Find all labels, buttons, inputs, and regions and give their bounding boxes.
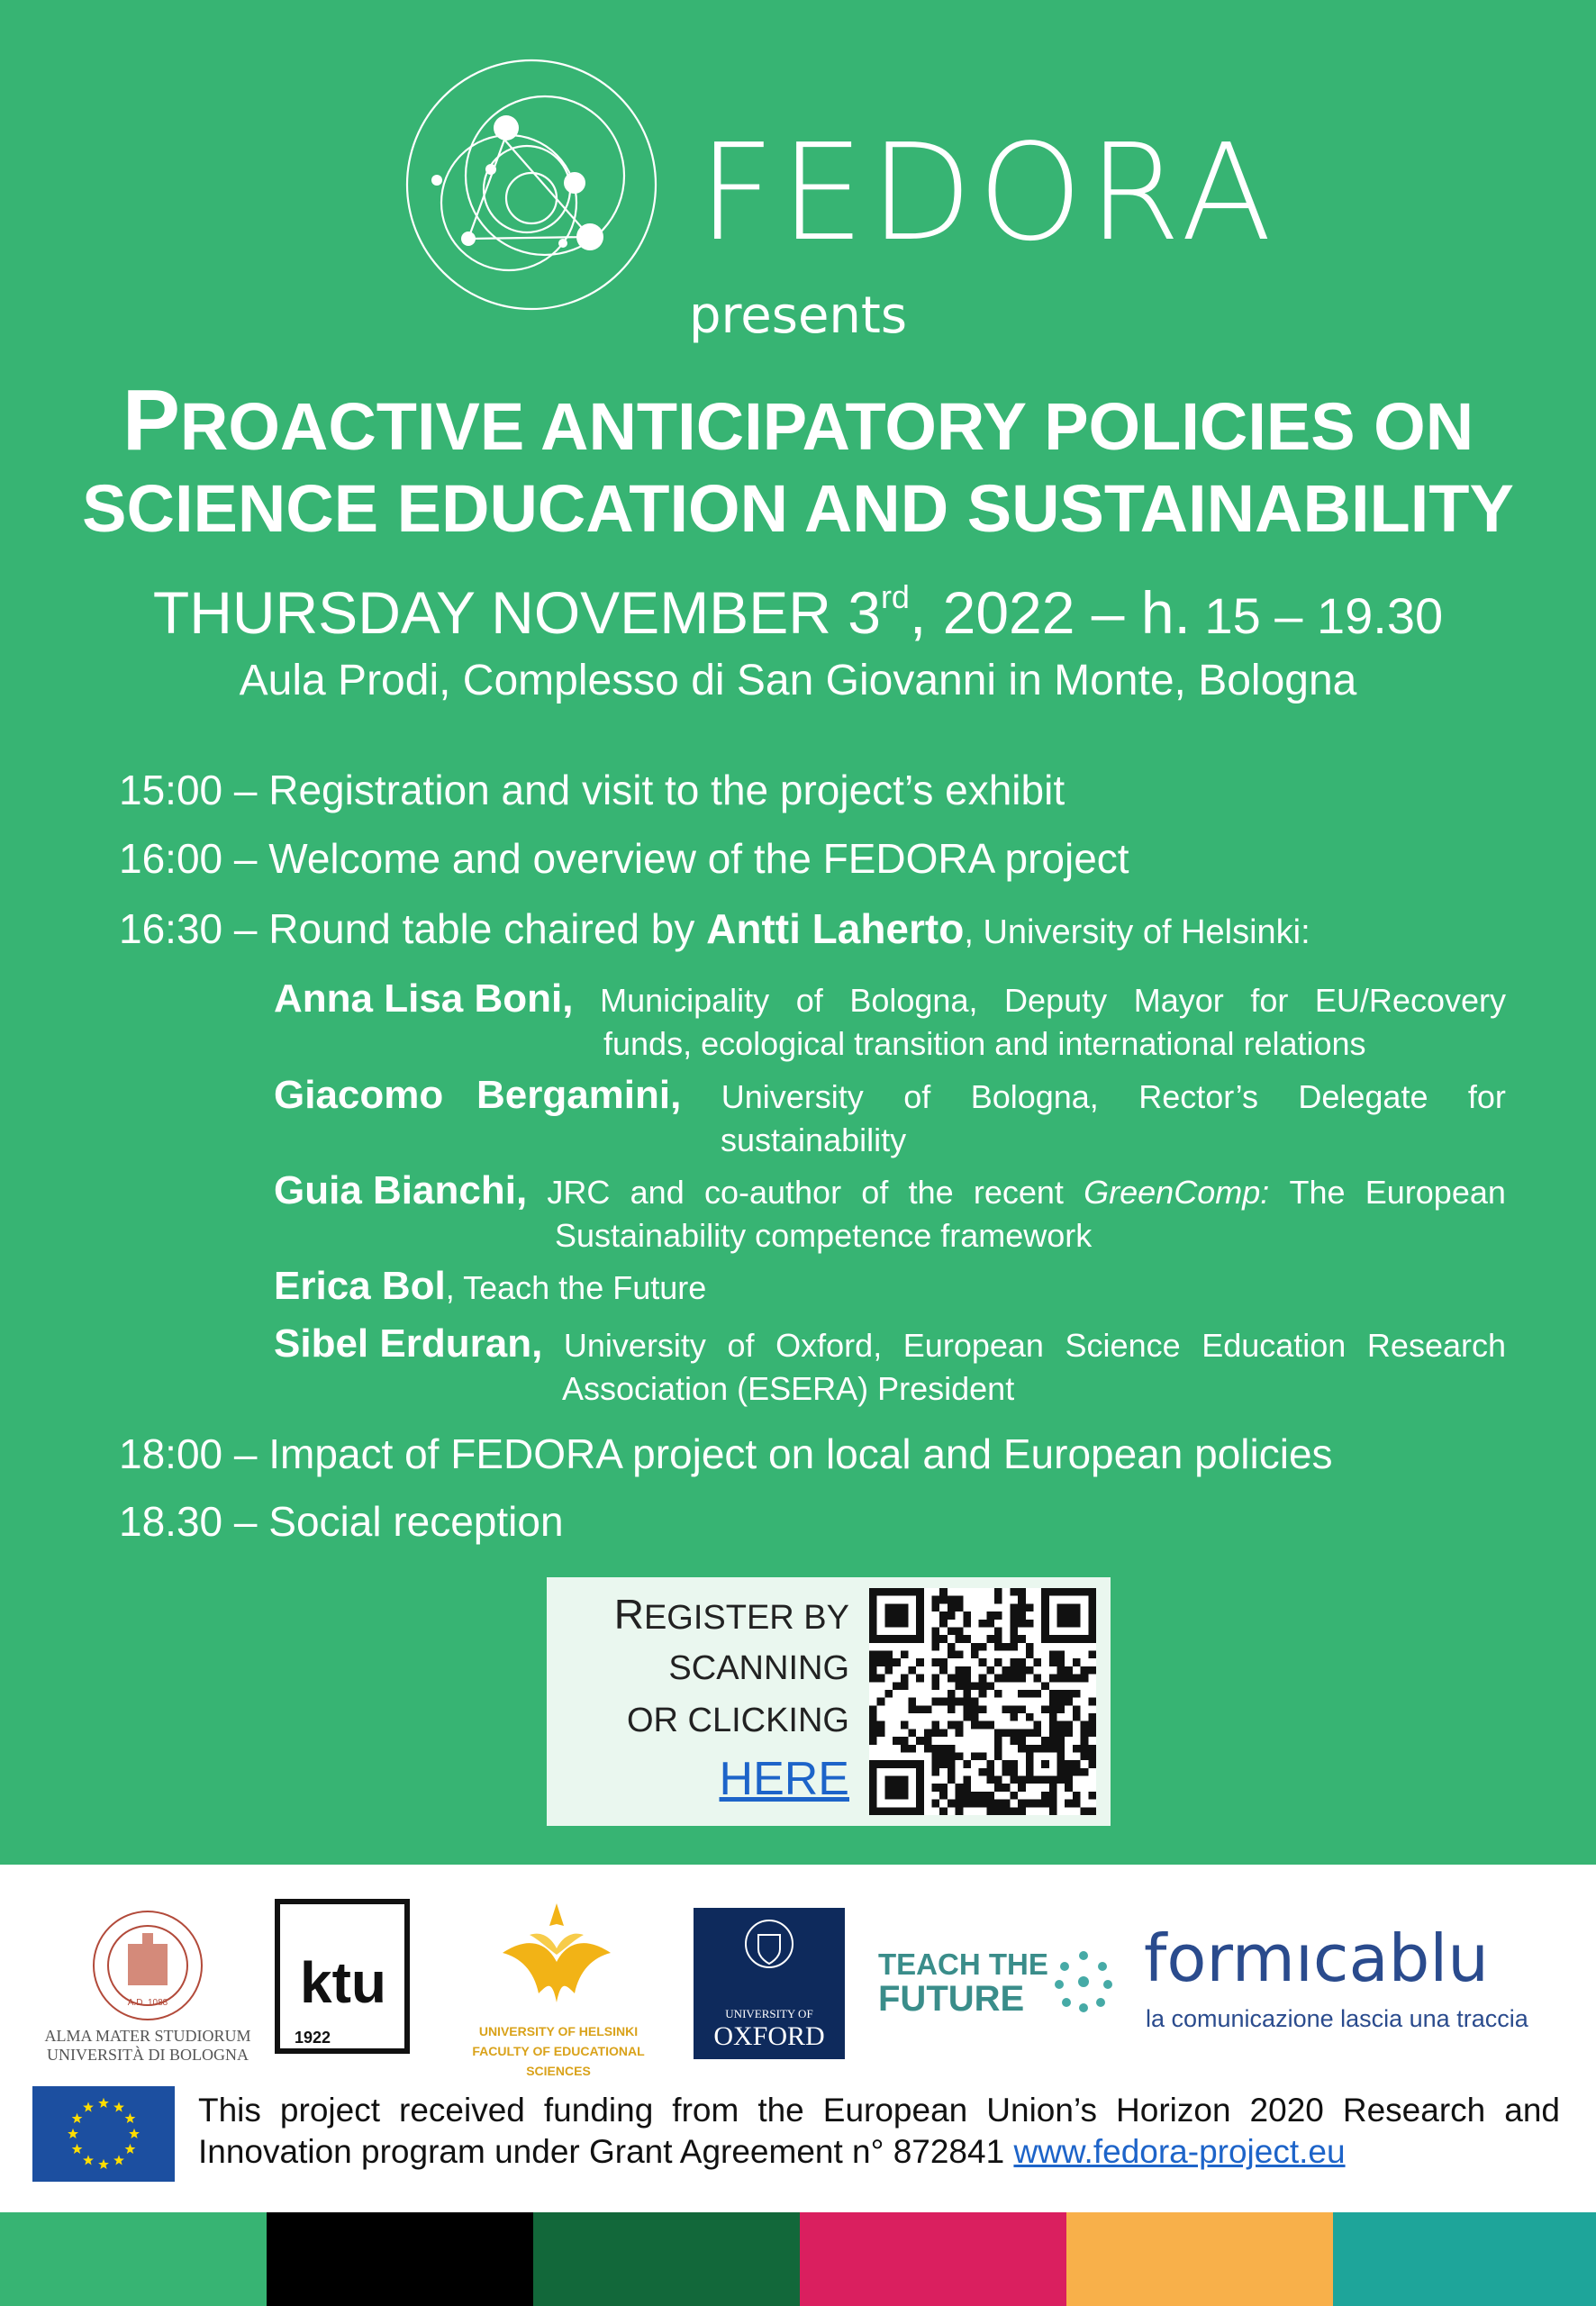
- speaker-name: Sibel Erduran,: [274, 1321, 543, 1366]
- teach-the-future-dots-icon: [1054, 1950, 1113, 2013]
- stripe-pink: [800, 2212, 1066, 2306]
- register-line2: SCANNING: [668, 1649, 849, 1687]
- title-line1-rest: ROACTIVE ANTICIPATORY POLICIES ON: [179, 389, 1474, 464]
- speaker-bianchi: Guia Bianchi, JRC and co-author of the recent GreenComp: The European Sustainability competence framework: [274, 1169, 1506, 1257]
- ktu-logo: ktu 1922: [275, 1899, 410, 2054]
- register-link[interactable]: HERE: [719, 1753, 849, 1805]
- teach-the-future-logo-text: TEACH THE FUTURE: [878, 1947, 1048, 2019]
- round-table-affiliation: , University of Helsinki:: [964, 913, 1310, 951]
- brand-name: FEDORA: [698, 115, 1278, 270]
- date-year: , 2022 – h.: [909, 579, 1191, 646]
- agenda-item-round-table: [119, 904, 1310, 953]
- stripe-orange: [1066, 2212, 1333, 2306]
- presents-text: presents: [688, 286, 908, 345]
- speaker-name: Giacomo Bergamini,: [274, 1073, 682, 1117]
- speaker-role-cont: sustainability: [721, 1121, 907, 1158]
- speaker-role-cont: Sustainability competence framework: [555, 1217, 1093, 1254]
- project-website-link[interactable]: www.fedora-project.eu: [1013, 2133, 1346, 2170]
- speaker-name: Guia Bianchi,: [274, 1168, 528, 1212]
- event-title-line1: [0, 371, 1596, 470]
- speaker-bol: [274, 1265, 1506, 1310]
- oxford-logo: UNIVERSITY OF OXFORD: [694, 1908, 845, 2059]
- formicablu-tagline: la comunicazione lascia una traccia: [1146, 2005, 1528, 2032]
- event-date: [0, 578, 1596, 647]
- round-table-chair: Antti Laherto: [706, 905, 965, 952]
- date-ordinal: rd: [880, 578, 910, 615]
- bologna-logo-text: ALMA MATER STUDIORUM UNIVERSITÀ DI BOLOGNA: [44, 2027, 251, 2064]
- event-venue: Aula Prodi, Complesso di San Giovanni in Monte, Bologna: [239, 657, 1357, 704]
- round-table-prefix: 16:30 – Round table chaired by: [119, 905, 707, 952]
- speaker-role: , Teach the Future: [445, 1269, 707, 1306]
- speaker-name: Anna Lisa Boni,: [274, 976, 574, 1021]
- eu-flag-icon: [32, 2086, 175, 2182]
- funding-statement: This project received funding from the European Union’s Horizon 2020 Research and Innovation program under Grant Agreement n° 872841 www.fedora-project.eu: [198, 2092, 1560, 2170]
- event-time: 15 – 19.30: [1190, 587, 1444, 644]
- register-box: [547, 1577, 1111, 1826]
- speaker-role-cont: Association (ESERA) President: [562, 1370, 1015, 1407]
- stripe-black: [267, 2212, 533, 2306]
- speaker-bergamini: Giacomo Bergamini, University of Bologna, Rector’s Delegate for sustainability: [274, 1074, 1506, 1162]
- helsinki-flame-icon: [494, 1899, 620, 2007]
- register-line1: REGISTER BY: [613, 1591, 849, 1638]
- agenda-item-impact: 18:00 – Impact of FEDORA project on local and European policies: [119, 1430, 1333, 1477]
- agenda-item-registration: 15:00 – Registration and visit to the project’s exhibit: [119, 767, 1066, 813]
- register-line3: OR CLICKING: [626, 1702, 849, 1739]
- agenda-item-welcome: 16:00 – Welcome and overview of the FEDORA project: [119, 835, 1129, 882]
- title-initial-cap: P: [122, 372, 180, 468]
- speaker-role-cont: funds, ecological transition and international relations: [603, 1025, 1366, 1062]
- fedora-logo-icon: [401, 54, 662, 315]
- stripe-green: [0, 2212, 267, 2306]
- oxford-crest-icon: [742, 1917, 796, 1980]
- date-main: THURSDAY NOVEMBER 3: [152, 579, 881, 646]
- stripe-teal: [1333, 2212, 1596, 2306]
- bologna-seal-text: A.D. 1088: [127, 1998, 168, 2008]
- speaker-erduran: Sibel Erduran, University of Oxford, European Science Education Research Association (ESERA) President: [274, 1322, 1506, 1411]
- helsinki-logo-text: UNIVERSITY OF HELSINKI FACULTY OF EDUCATIONAL SCIENCES: [472, 2024, 645, 2078]
- event-title-line2: SCIENCE EDUCATION AND SUSTAINABILITY: [82, 471, 1514, 546]
- speaker-boni: Anna Lisa Boni, Municipality of Bologna, Deputy Mayor for EU/Recovery funds, ecological transition and international relations: [274, 977, 1506, 1066]
- formicablu-logo-text: formıcablu: [1144, 1920, 1489, 1996]
- qr-code-icon[interactable]: [869, 1588, 1096, 1815]
- agenda-item-reception: 18.30 – Social reception: [119, 1498, 564, 1545]
- stripe-dark-green: [533, 2212, 800, 2306]
- speaker-name: Erica Bol: [274, 1264, 446, 1308]
